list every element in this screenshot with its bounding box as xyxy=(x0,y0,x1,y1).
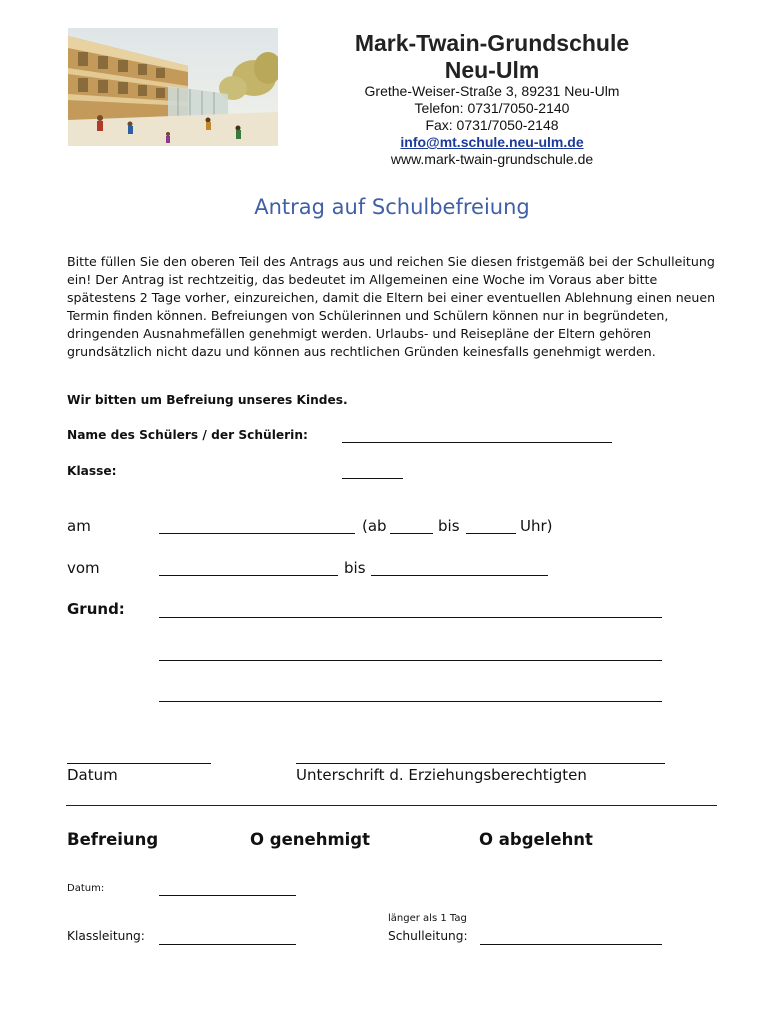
school-website: www.mark-twain-grundschule.de xyxy=(390,151,594,167)
from-date-label: vom xyxy=(67,559,100,577)
school-building-image xyxy=(68,28,278,146)
reason-field-line-3[interactable] xyxy=(159,686,662,702)
school-name xyxy=(290,30,694,84)
school-email-link[interactable]: info@mt.schule.neu-ulm.de xyxy=(400,134,584,150)
from-date-field[interactable] xyxy=(159,560,338,576)
class-field[interactable] xyxy=(342,464,403,479)
school-name-line2: Neu-Ulm xyxy=(444,57,540,83)
to-date-field[interactable] xyxy=(371,560,548,576)
school-fax: Fax: 0731/7050-2148 xyxy=(425,117,559,133)
school-address: Grethe-Weiser-Straße 3, 89231 Neu-Ulm xyxy=(364,83,620,99)
intro-line: ein! Der Antrag ist rechtzeitig, das bedeutet im Allgemeinen eine Woche im Voraus aber bitte xyxy=(67,272,658,287)
to-time-field[interactable] xyxy=(466,518,516,534)
on-date-field[interactable] xyxy=(159,518,355,534)
office-date-field[interactable] xyxy=(159,882,296,896)
intro-line: Bitte füllen Sie den oberen Teil des Antrags aus und reichen Sie diesen fristgemäß bei der Schulleitung xyxy=(67,254,715,269)
time-unit-label: Uhr) xyxy=(520,517,553,535)
on-date-label: am xyxy=(67,517,91,535)
intro-line: grundsätzlich nicht dazu und können aus rechtlichen Gründen keinesfalls genehmigt werden. xyxy=(67,344,656,359)
office-heading: Befreiung xyxy=(67,830,159,849)
reason-field-line-1[interactable] xyxy=(159,602,662,618)
class-teacher-label: Klassleitung: xyxy=(67,929,145,943)
parent-date-field[interactable] xyxy=(67,748,211,764)
approved-option[interactable]: O genehmigt xyxy=(250,830,371,849)
from-time-label: (ab xyxy=(362,517,387,535)
student-name-label: Name des Schülers / der Schülerin: xyxy=(67,428,308,442)
intro-line: spätestens 2 Tage vorher, einzureichen, damit die Eltern bei einer eventuellen Ablehnung einen neuen xyxy=(67,290,716,305)
to-date-label: bis xyxy=(344,559,366,577)
document-title: Antrag auf Schulbefreiung xyxy=(254,195,530,219)
intro-line: dringenden Ausnahmefällen genehmigt werden. Urlaubs- und Reisepläne der Eltern gehören xyxy=(67,326,652,341)
principal-signature-field[interactable] xyxy=(480,930,662,945)
to-time-label: bis xyxy=(438,517,460,535)
parent-signature-label: Unterschrift d. Erziehungsberechtigten xyxy=(296,766,587,784)
parent-date-label: Datum xyxy=(67,766,118,784)
parent-signature-field[interactable] xyxy=(296,748,665,764)
principal-label: Schulleitung: xyxy=(388,929,468,943)
reason-label: Grund: xyxy=(67,600,125,618)
intro-line: Termin finden können. Befreiungen von Schülerinnen und Schülern können nur in begründeten, xyxy=(67,308,669,323)
section-divider xyxy=(66,805,717,806)
school-building-photo xyxy=(68,28,278,146)
request-heading: Wir bitten um Befreiung unseres Kindes. xyxy=(67,393,348,407)
class-label: Klasse: xyxy=(67,464,117,478)
from-time-field[interactable] xyxy=(390,518,433,534)
office-date-label: Datum: xyxy=(67,883,105,894)
class-teacher-signature-field[interactable] xyxy=(159,930,296,945)
student-name-field[interactable] xyxy=(342,428,612,443)
longer-than-one-day-note: länger als 1 Tag xyxy=(388,913,467,924)
reason-field-line-2[interactable] xyxy=(159,645,662,661)
school-name-line1: Mark-Twain-Grundschule xyxy=(354,30,630,56)
school-phone: Telefon: 0731/7050-2140 xyxy=(414,100,570,116)
intro-paragraph xyxy=(67,253,747,361)
rejected-option[interactable]: O abgelehnt xyxy=(479,830,593,849)
